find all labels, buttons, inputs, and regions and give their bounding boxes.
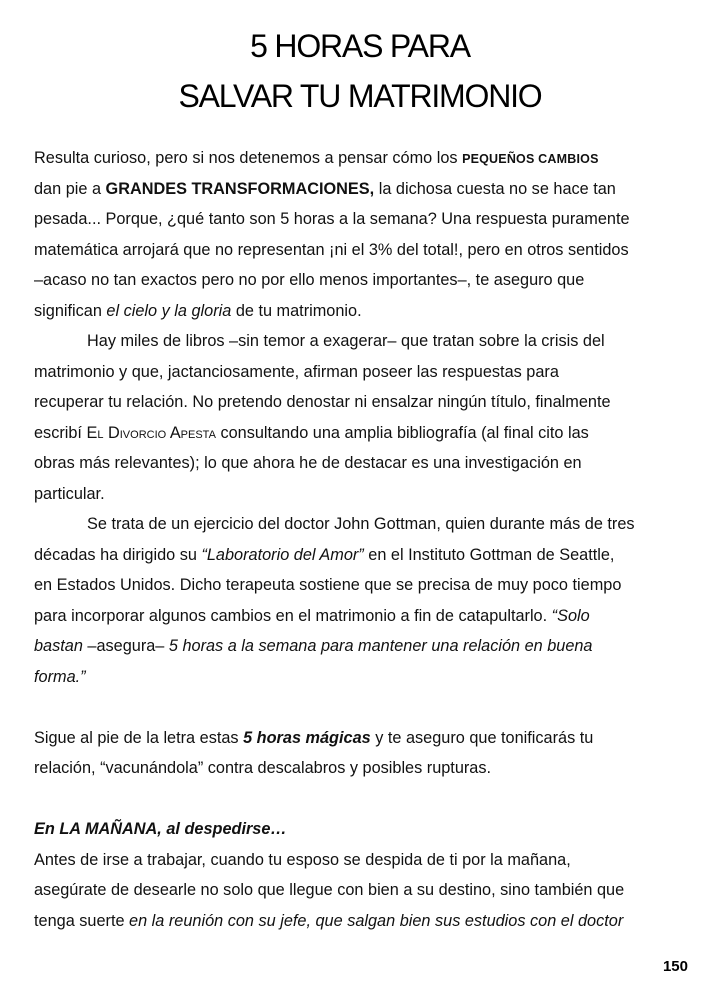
section-heading-text: En LA MAÑANA, al despedirse… [34,820,287,838]
section-line: asegúrate de desearle no solo que llegue con bien a su destino, sino también que [34,881,625,899]
emphasis-italic: 5 horas a la semana para mantener una relación en buena [168,637,593,655]
paragraph-1-line: pesada... Porque, ¿qué tanto son 5 horas a la semana? Una respuesta puramente [34,210,630,228]
section-heading [34,814,690,845]
paragraph-1-line [34,296,690,327]
emphasis-italic: forma.” [34,667,86,686]
emphasis-small-caps: PEQUEÑOS CAMBIOS [462,152,599,166]
text-run: escribí [34,423,87,442]
text-run: tenga suerte [34,911,130,930]
paragraph-spacer [34,692,690,723]
text-run: consultando una amplia bibliografía (al final cito las [215,423,589,442]
paragraph-3-line [34,662,690,693]
text-run: –asegura– [82,637,169,655]
emphasis-bold: GRANDES TRANSFORMACIONES, [105,179,375,198]
emphasis-bold-italic: 5 horas mágicas [243,728,371,747]
paragraph-2-line: particular. [34,484,105,503]
section-line: Antes de irse a trabajar, cuando tu esposo se despida de ti por la mañana, [34,850,571,869]
text-run: de tu matrimonio. [231,301,362,320]
text-run: Resulta curioso, pero si nos detenemos a pensar cómo los [34,149,463,167]
paragraph-3-line [34,631,690,662]
text-run: décadas ha dirigido su [34,545,202,564]
text-run: y te aseguro que tonificarás tu [370,728,594,747]
emphasis-italic: en la reunión con su jefe, que salgan bien sus estudios con el doctor [129,911,624,930]
emphasis-italic: “Laboratorio del Amor” [201,545,364,564]
paragraph-1-line [34,174,690,205]
text-run: en el Instituto Gottman de Seattle, [363,545,615,564]
paragraph-2-line: matrimonio y que, jactanciosamente, afirman poseer las respuestas para [34,362,559,381]
section-line [34,906,690,937]
paragraph-2-line [34,418,690,449]
paragraph-4-line [34,723,690,754]
paragraph-2-line: Hay miles de libros –sin temor a exagerar– que tratan sobre la crisis del [87,332,605,350]
emphasis-italic: “Solo [551,606,590,625]
paragraph-1-line [34,143,690,174]
paragraph-1-line: –acaso no tan exactos pero no por ello menos importantes–, te aseguro que [34,271,585,289]
paragraph-2-line: recuperar tu relación. No pretendo denostar ni ensalzar ningún título, finalmente [34,393,611,411]
text-run: la dichosa cuesta no se hace tan [374,179,616,198]
paragraph-3-line: Se trata de un ejercicio del doctor John Gottman, quien durante más de tres [87,515,635,533]
paragraph-3-line [34,540,690,571]
body-text [34,143,690,936]
text-run: para incorporar algunos cambios en el matrimonio a fin de catapultarlo. [34,606,552,625]
page-title-line-2: SALVAR TU MATRIMONIO [178,78,542,114]
text-run: Sigue al pie de la letra estas [34,728,244,747]
text-run: dan pie a [34,179,106,198]
paragraph-3-line [34,601,690,632]
paragraph-3-line: en Estados Unidos. Dicho terapeuta sostiene que se precisa de muy poco tiempo [34,576,622,594]
text-run: significan [34,301,107,320]
paragraph-2-line: obras más relevantes); lo que ahora he de destacar es una investigación en [34,454,582,472]
page-number: 150 [662,958,688,975]
emphasis-italic: bastan [34,637,83,655]
emphasis-italic: el cielo y la gloria [106,301,232,320]
book-title-small-caps: El Divorcio Apesta [86,423,216,442]
page-title-line-1: 5 HORAS PARA [250,28,470,64]
paragraph-spacer [34,784,690,815]
paragraph-1-line: matemática arrojará que no representan ¡ni el 3% del total!, pero en otros sentidos [34,240,629,259]
paragraph-4-line: relación, “vacunándola” contra descalabros y posibles rupturas. [34,759,492,777]
